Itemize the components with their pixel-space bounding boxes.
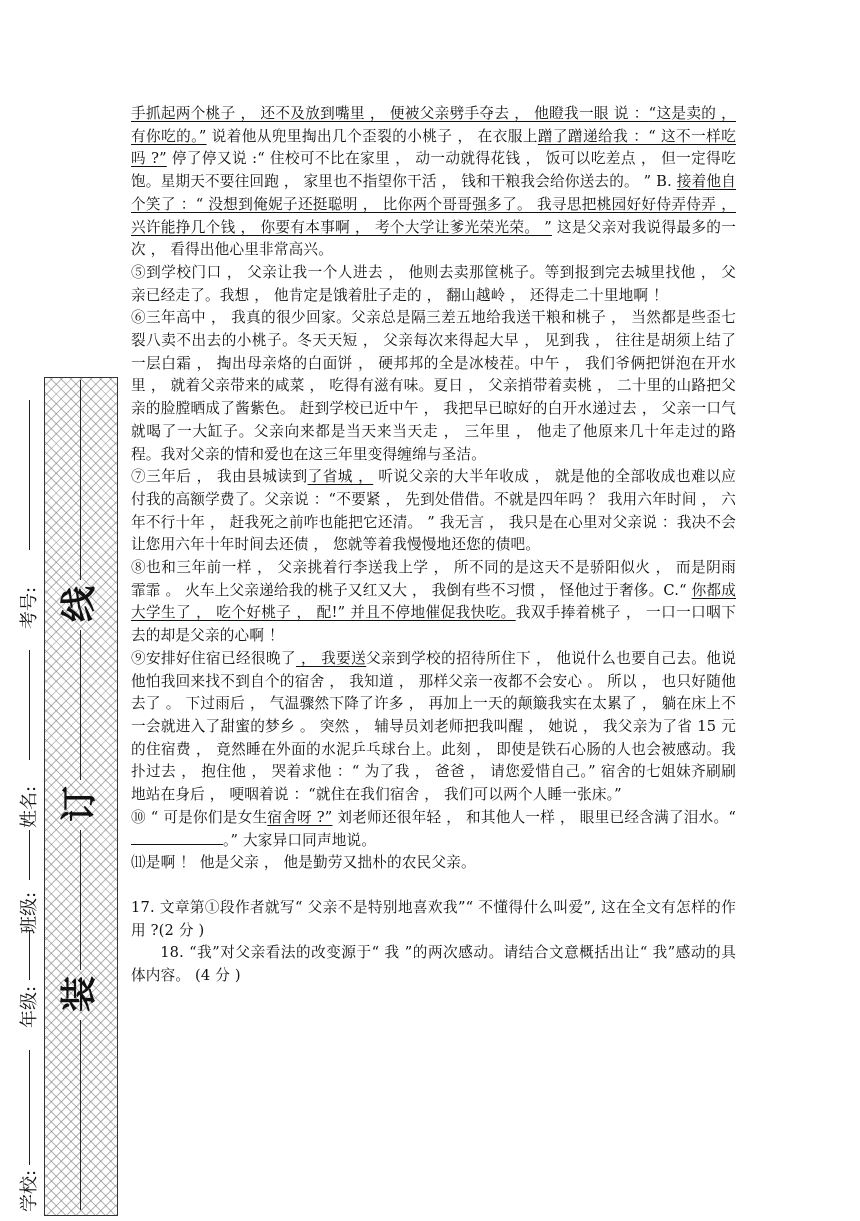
paragraph-6: ⑥三年高中 ， 我真的很少回家。父亲总是隔三差五地给我送干粮和桃子 ， 当然都是些歪七裂八卖不出去的小桃子。冬天天短 ， 父亲每次来得起大早 ， 见到我 ， 往往是胡须上结了一层白霜 ， 掏出母亲烙的白面饼 ， 硬邦邦的全是冰棱茬。中午 ， 我们爷俩把饼泡在开水里 ， 就着父亲带来的咸菜 ， 吃得有滋有味。夏日 ， 父亲捎带着卖桃 ， 二十里的山路把父亲的脸膛晒成了酱紫色。 赶到学校已近中午 ， 我把早已晾好的白开水递过去 ， 父亲一口气就喝了一大缸子。父亲向来都是当天来当天走 ， 三年里 ， 他走了他原来几十年走过的路程。我对父亲的情和爱也在这三年里变得缠绵与圣洁。 <box>131 309 736 463</box>
paragraph-11: ⑾是啊 ！ 他是父亲 ， 他是勤劳又拙朴的农民父亲。 <box>131 854 476 872</box>
binding-guide-line <box>80 380 81 580</box>
grade-label: 年级: <box>19 985 40 1029</box>
body-text: 这是父亲对我说得最多的一次 ， 看得出他心里非常高兴。 <box>131 218 736 259</box>
paragraph-4-continued <box>131 103 736 262</box>
school-label: 学校: <box>19 1169 40 1213</box>
question-17: 17. 文章第①段作者就写“ 父亲不是特别地喜欢我”“ 不懂得什么叫爱”, 这在全文有怎样的作用 ?(2 分 ) <box>131 898 736 939</box>
class-label: 班级: <box>19 891 40 935</box>
binding-char-zhuang: 装 <box>59 976 100 1013</box>
underlined-text: 蹭了蹭递给我 ：“ 这不一样吃吗 ?” <box>131 127 736 168</box>
body-text: ⑨安排好住宿已经很晚了 <box>131 649 297 667</box>
underlined-text: “这是卖的 ， 有你吃的。” <box>131 105 736 145</box>
paragraph-7 <box>131 466 736 557</box>
name-label: 姓名: <box>19 785 40 829</box>
spacer <box>131 875 736 897</box>
paragraph-8 <box>131 557 736 648</box>
exam-number-label: 考号: <box>19 586 40 630</box>
binding-char-ding: 订 <box>59 786 100 823</box>
paragraph-5: ⑤到学校门口 ， 父亲让我一个人进去 ， 他则去卖那筐桃子。等到报到完去城里找他 ， 父亲已经走了。我想 ， 他肯定是饿着肚子走的 ， 翻山越岭 ， 还得走二十里地啊 ！ <box>131 263 736 304</box>
binding-guide-line <box>80 630 81 780</box>
binding-char-xian: 线 <box>59 586 100 623</box>
paragraph-10 <box>131 807 736 852</box>
body-text: 父亲到学校的招待所住下 ， 他说什么也要自己去。他说他怕我回来找不到自个的宿舍 ， 我知道 ， 那样父亲一夜都不会安心 。 所以 ， 也只好随他去了 。 下过雨后 ， 气温骤然下降了许多 ， 再加上一天的颠簸我实在太累了 ， 躺在床上不一会就进入了甜蜜的梦乡 。 突然 ， 辅导员刘老师把我叫醒 ， 她说 ， 我父亲为了省 15 元的住宿费 ， 竟然睡在外面的水泥乒乓球台上。此刻 ， 即使是铁石心肠的人也会被感动。我扑过去 ， 抱住他 ， 哭着求他 ：“ 为了我 ， 爸爸 ， 请您爱惜自己。” 宿舍的七姐妹齐刷刷地站在身后 ， 哽咽着说 ：“就住在我们宿舍 ， 我们可以两个人睡一张床。” <box>131 649 737 804</box>
body-text: 说着他从兜里掏出几个歪裂的小桃子 ， 在衣服上 <box>206 127 538 145</box>
body-text: 。” 大家异口同声地说。 <box>223 831 377 849</box>
class-line <box>29 830 30 880</box>
underlined-sentence-b: 接着他自个笑了 ：“ 没想到俺妮子还挺聪明 ， 比你两个哥哥强多了。 我寻思把桃园好好侍弄侍弄 ， 兴许能挣几个钱 ， 你要有本事啊 ， 考个大学让爹光荣光荣。 ” <box>131 173 736 236</box>
paragraph-9 <box>131 648 736 807</box>
underlined-sentence-c: 你都成大学生了 ， 吃个好桃子 ， 配!” 并且不停地催促我快吃。 <box>131 581 736 622</box>
body-text: 刘老师还很年轻 ， 和其他人一样 ， 眼里已经含满了泪水。“ <box>332 808 737 826</box>
fill-in-blank[interactable] <box>131 832 223 845</box>
underlined-text: 宿舍呀 ?” <box>267 808 333 826</box>
school-line <box>29 1050 30 1165</box>
underlined-text: 了省城 ， <box>307 468 374 486</box>
exam-number-line <box>29 400 30 550</box>
body-text: 我双手捧着桃子 ， 一口一口咽下去的却是父亲的心啊 ！ <box>131 604 736 645</box>
body-text: 听说父亲的大半年收成 ， 就是他的全部收成也难以应付我的高额学费了。父亲说 ：“不要紧 ， 先到处借借。不就是四年吗 ？ 我用六年时间 ， 六年不行十年 ， 赶我死之前咋也能把它还清。 ” 我无言 ， 我只是在心里对父亲说 ：我决不会让您用六年十年时间去还债 ， 您就等着我慢慢地还您的债吧。 <box>131 468 736 554</box>
grade-line <box>29 930 30 980</box>
underlined-text: ， 我要送 <box>296 649 367 667</box>
body-text: 停了停又说 :“ 住校可不比在家里 ， 动一动就得花钱 ， 饭可以吃差点 ， 但一定得吃饱。星期天不要往回跑 ， 家里也不指望你干活 ， 钱和干粮我会给你送去的。 ” B. <box>131 150 736 191</box>
body-text: ⑦三年后 ， 我由县城读到 <box>131 468 308 486</box>
body-text: ⑧也和三年前一样 ， 父亲挑着行李送我上学 ， 所不同的是这天不是骄阳似火 ， 而是阴雨霏霏 。 火车上父亲递给我的桃子又红又大 ， 我倒有些不习惯 ， 怪他过于奢侈。C.“ <box>131 559 736 599</box>
article-content <box>131 103 736 988</box>
body-text: ⑩ “ 可是你们是女生 <box>131 808 268 826</box>
name-line <box>29 650 30 760</box>
question-18: 18. “我”对父亲看法的改变源于“ 我 ”的两次感动。请结合文意概括出让“ 我”感动的具体内容。 (4 分 ) <box>131 944 736 985</box>
underlined-text: 手抓起两个桃子 ， 还不及放到嘴里 ， 便被父亲劈手夺去 ， 他瞪我一眼 说 ： <box>131 105 649 122</box>
binding-guide-line <box>80 1020 81 1210</box>
binding-guide-line <box>80 830 81 970</box>
